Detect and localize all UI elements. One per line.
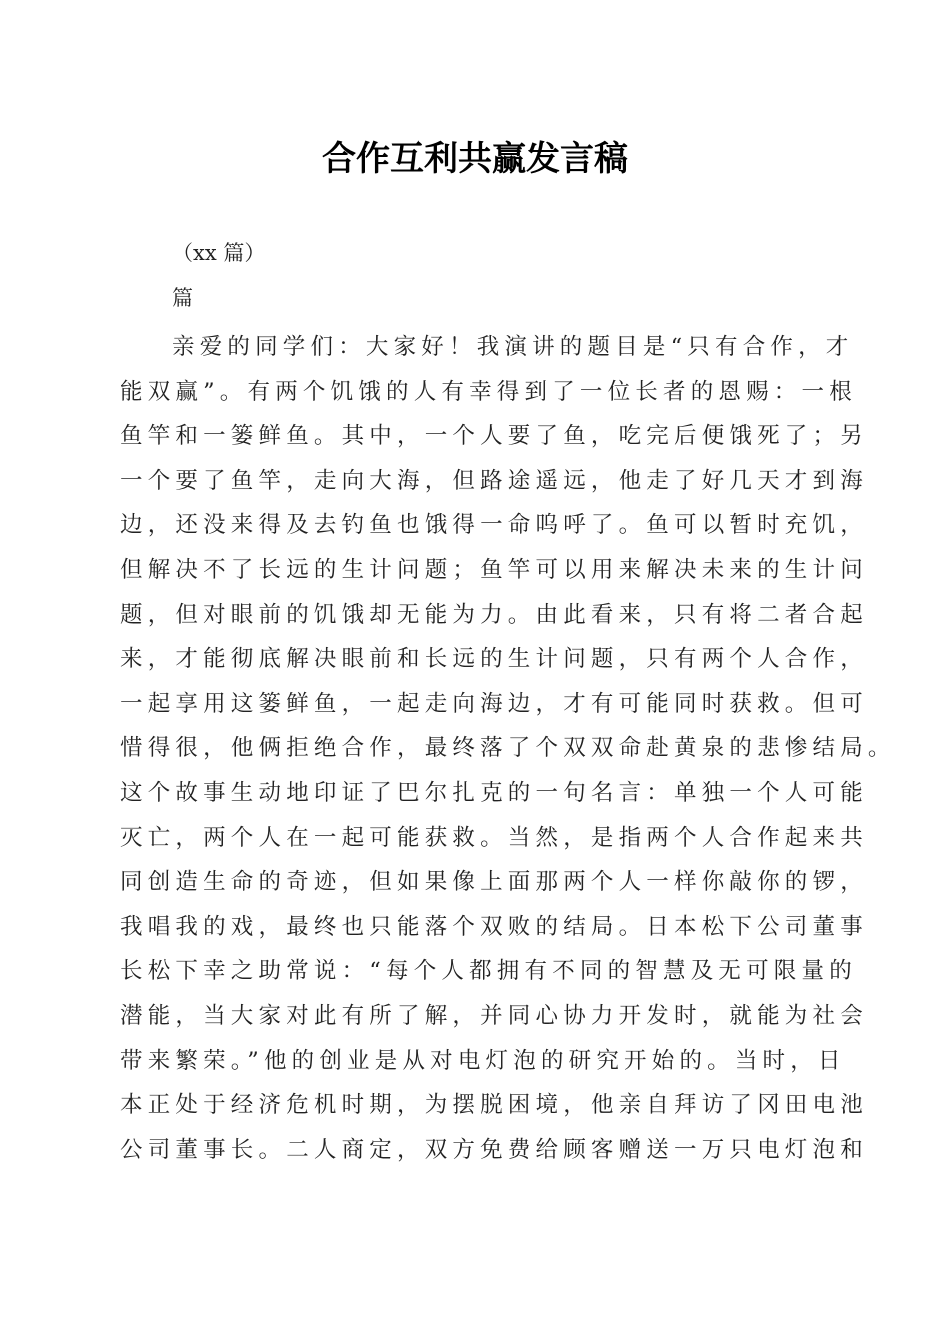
article-count-label: （xx 篇） <box>172 241 266 265</box>
body-line: 鱼竿和一篓鲜鱼。其中，一个人要了鱼，吃完后便饿死了；另 <box>120 423 868 450</box>
body-line: 同创造生命的奇迹，但如果像上面那两个人一样你敲你的锣， <box>120 869 868 896</box>
body-line: 灭亡，两个人在一起可能获救。当然，是指两个人合作起来共 <box>120 824 868 851</box>
body-line: 惜得很，他俩拒绝合作，最终落了个双双命赴黄泉的悲惨结局。 <box>120 735 896 762</box>
body-line: 潜能，当大家对此有所了解，并同心协力开发时，就能为社会 <box>120 1002 868 1029</box>
document-body <box>120 325 896 1172</box>
body-line: 题，但对眼前的饥饿却无能为力。由此看来，只有将二者合起 <box>120 601 868 628</box>
body-line: 一起享用这篓鲜鱼，一起走向海边，才有可能同时获救。但可 <box>120 690 868 717</box>
body-line: 这个故事生动地印证了巴尔扎克的一句名言：单独一个人可能 <box>120 779 868 806</box>
body-line: 一个要了鱼竿，走向大海，但路途遥远，他走了好几天才到海 <box>120 467 868 494</box>
body-line: 带来繁荣。”他的创业是从对电灯泡的研究开始的。当时，日 <box>120 1047 846 1074</box>
body-line: 边，还没来得及去钓鱼也饿得一命呜呼了。鱼可以暂时充饥， <box>120 512 868 539</box>
body-line: 我唱我的戏，最终也只能落个双败的结局。日本松下公司董事 <box>120 913 868 940</box>
section-label: 篇 <box>172 286 193 310</box>
body-line: 本正处于经济危机时期，为摆脱困境，他亲自拜访了冈田电池 <box>120 1092 868 1119</box>
document-title: 合作互利共赢发言稿 <box>322 139 628 179</box>
body-line: 长松下幸之助常说：“每个人都拥有不同的智慧及无可限量的 <box>120 958 857 985</box>
body-line: 但解决不了长远的生计问题；鱼竿可以用来解决未来的生计问 <box>120 556 868 583</box>
body-line: 来，才能彻底解决眼前和长远的生计问题，只有两个人合作， <box>120 646 868 673</box>
body-line: 亲爱的同学们：大家好！我演讲的题目是“只有合作，才 <box>172 334 854 360</box>
body-line: 能双赢”。有两个饥饿的人有幸得到了一位长者的恩赐：一根 <box>120 378 857 405</box>
body-line: 公司董事长。二人商定，双方免费给顾客赠送一万只电灯泡和 <box>120 1136 868 1163</box>
